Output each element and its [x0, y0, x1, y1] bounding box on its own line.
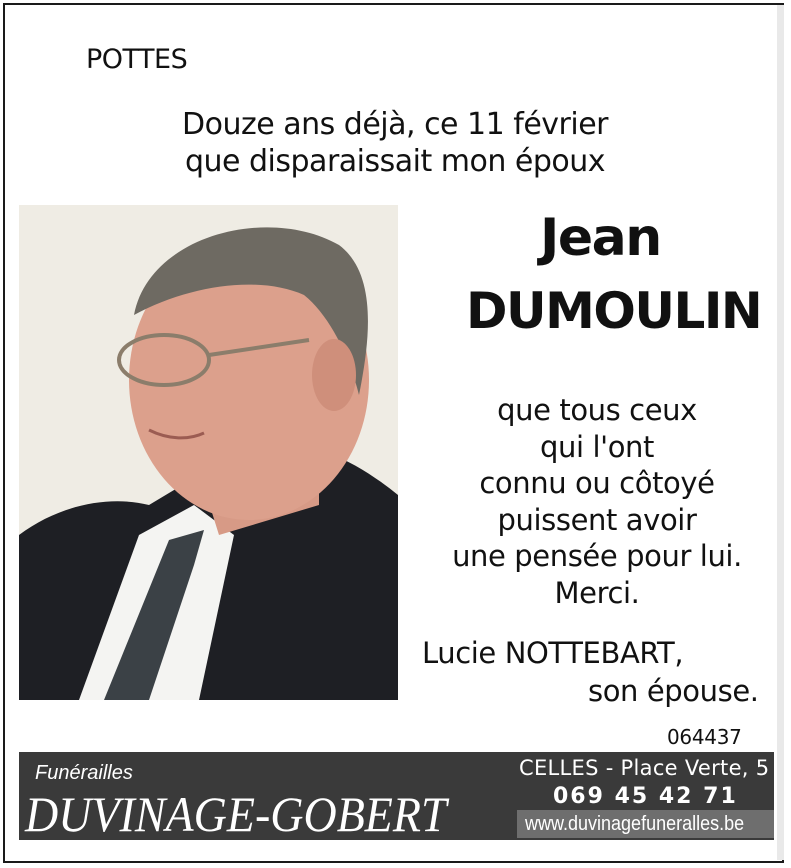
message-line: que tous ceux [497, 393, 697, 427]
reference-number: 064437 [667, 725, 742, 749]
deceased-last-name: DUMOULIN [466, 282, 762, 340]
message-line: puissent avoir [497, 502, 697, 537]
message-line: Merci. [554, 575, 640, 610]
portrait-photo [19, 205, 398, 700]
funeral-home-name: DUVINAGE-GOBERT [25, 786, 447, 842]
message-line: connu ou côtoyé [479, 466, 715, 500]
portrait-illustration [19, 205, 398, 700]
funeral-home-website[interactable]: www.duvinagefuneralles.be [525, 813, 745, 835]
message-line: une pensée pour lui. [452, 539, 742, 573]
banner-label: Funérailles [35, 762, 133, 784]
message-text [432, 392, 762, 611]
message-line: qui l'ont [540, 429, 654, 464]
intro-line-1: Douze ans déjà, ce 11 février [182, 107, 608, 142]
funeral-home-banner [19, 752, 774, 840]
signer-role: son épouse. [588, 674, 759, 708]
funeral-home-address: CELLES - Place Verte, 5 [519, 756, 770, 780]
edge-strip [777, 5, 784, 860]
place-name: POTTES [86, 44, 188, 75]
funeral-home-phone: 069 45 42 71 [553, 784, 738, 809]
deceased-first-name: Jean [540, 208, 661, 268]
intro-text [95, 106, 695, 180]
signer-name: Lucie NOTTEBART, [422, 636, 684, 670]
intro-line-2: que disparaissait mon époux [184, 144, 606, 179]
